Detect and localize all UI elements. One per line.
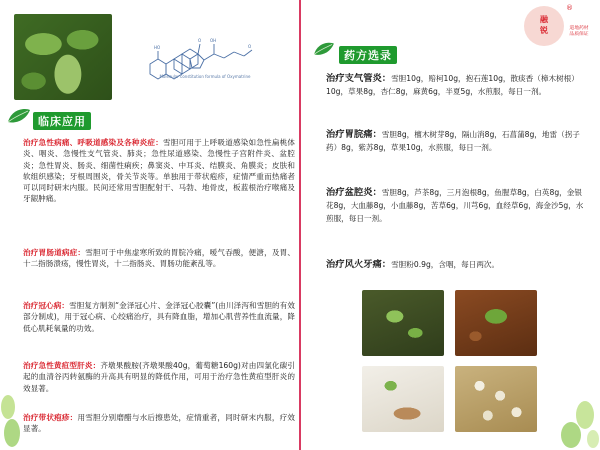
decorative-leaves-icon xyxy=(0,395,24,450)
clinical-item-heading: 治疗急性病痛、呼吸道感染及各种炎症： xyxy=(23,138,163,147)
recipe-heading: 治疗胃脘痛： xyxy=(326,129,382,140)
brand-slogan xyxy=(562,26,596,38)
recipe-item xyxy=(326,186,588,226)
brand-logo-text xyxy=(530,14,558,36)
vine-plant-photo xyxy=(362,290,444,356)
recipe-item xyxy=(326,72,588,98)
clinical-item xyxy=(23,300,295,334)
leaf-icon xyxy=(312,40,336,58)
structure-caption: Molecular constitution formula of Oxymatrine xyxy=(159,74,251,79)
clinical-section-title: 临床应用 xyxy=(33,112,91,130)
clinical-item-heading: 治疗胃肠道病症： xyxy=(23,248,86,257)
registered-mark: ® xyxy=(566,4,573,12)
recipe-body: 雪胆粉0.9g，含咽，每日两次。 xyxy=(391,260,500,269)
recipe-heading: 治疗盆腔炎： xyxy=(326,187,382,198)
clinical-item xyxy=(23,360,295,394)
tuber-root-photo xyxy=(362,366,444,432)
clinical-item xyxy=(23,412,295,435)
clinical-item-body: 用雪胆分别磨醋与水后擦患处，症情重者，同时研末内服，疗效显著。 xyxy=(23,413,295,434)
plant-leaves-photo xyxy=(14,14,112,100)
svg-text:O: O xyxy=(248,44,252,49)
recipe-body: 雪胆8g，檀木树芽8g，隔山消8g，石菖蒲8g，地雷（拐子药）8g，紫苏8g，草果10g，水煎服，每日一剂。 xyxy=(326,130,580,153)
recipes-section-title: 药方选录 xyxy=(339,46,397,64)
recipe-body: 雪胆10g，赔柯10g，抱石莲10g，散痰香（樟木树根）10g，草果8g，杏仁8g，麻黄6g，半夏5g，水煎服，每日一剂。 xyxy=(326,74,579,97)
brand-logo-char: 融 xyxy=(540,15,548,24)
brand-logo-char: 锐 xyxy=(540,26,548,35)
clinical-item-body: 齐墩果酸胺(齐墩果酸40g，葡萄糖160g)对由四氯化碳引起的血清谷丙转氨酶的升高具有明显的降低作用，可用于治疗急性黄疸型肝炎的效显著。 xyxy=(23,361,295,393)
chemical-structure-diagram xyxy=(140,14,260,94)
dried-slices-photo xyxy=(455,366,537,432)
recipe-item xyxy=(326,128,588,154)
recipe-heading: 治疗支气管炎： xyxy=(326,73,392,84)
brand-slogan-line: 道地药材 xyxy=(569,26,589,31)
clinical-item-body: 雪胆可于中焦虚寒所致的胃脘冷痛，嗳气吞酸，便溏，及胃、十二指肠溃疡，慢性胃炎，十二指肠炎、胃肠功能紊乱等。 xyxy=(23,248,296,269)
recipe-heading: 治疗风火牙痛： xyxy=(326,259,392,270)
clinical-item-heading: 治疗冠心病： xyxy=(23,301,70,310)
clinical-item xyxy=(23,137,295,205)
recipe-item xyxy=(326,258,588,271)
soil-plant-photo xyxy=(455,290,537,356)
decorative-leaves-icon xyxy=(555,395,600,450)
clinical-item-body: 雪胆可用于上呼吸道感染如急性扁桃体炎、咽炎、急慢性支气管炎、肺炎；急性尿道感染、急慢性子宫附件炎、盆腔炎；急性胃炎、肠炎、细菌性痢疾；鼻窦炎、中耳炎、结膜炎、角膜炎；皮肤和软组织感染；牙根周围炎，骨关节炎等。单独用于带状疱疹，症情严重而热痛者可以同时研末内服。民间还常用雪胆配射干、马勃、地骨皮，板蓝根治疗喉痛及牙龈肿痛。 xyxy=(23,138,296,204)
clinical-item-heading: 治疗急性黄疸型肝炎： xyxy=(23,361,101,370)
clinical-item-body: 雪胆复方制剂“金泽冠心片、金泽冠心胶囊”(由川泽泻和雪胆的有效部分制成)，用于冠心病、心绞痛治疗，具有降血脂，增加心肌营养性血流量，降低心肌耗氧量的功效。 xyxy=(23,301,296,333)
brand-slogan-line: 品质保证 xyxy=(569,32,589,37)
svg-text:HO: HO xyxy=(154,45,161,50)
leaf-icon xyxy=(6,106,32,126)
svg-text:OH: OH xyxy=(210,38,217,43)
recipe-body: 雪胆8g，芦茶8g，三月泡根8g，鱼腥草8g，白英8g，金银花8g，大血藤8g，小血藤8g，苦草6g，川芎6g，血经草6g，海金沙5g，水煎服，每日一剂。 xyxy=(326,188,584,224)
svg-text:O: O xyxy=(198,38,202,43)
clinical-item xyxy=(23,247,295,270)
clinical-item-heading: 治疗带状疱疹： xyxy=(23,413,78,422)
